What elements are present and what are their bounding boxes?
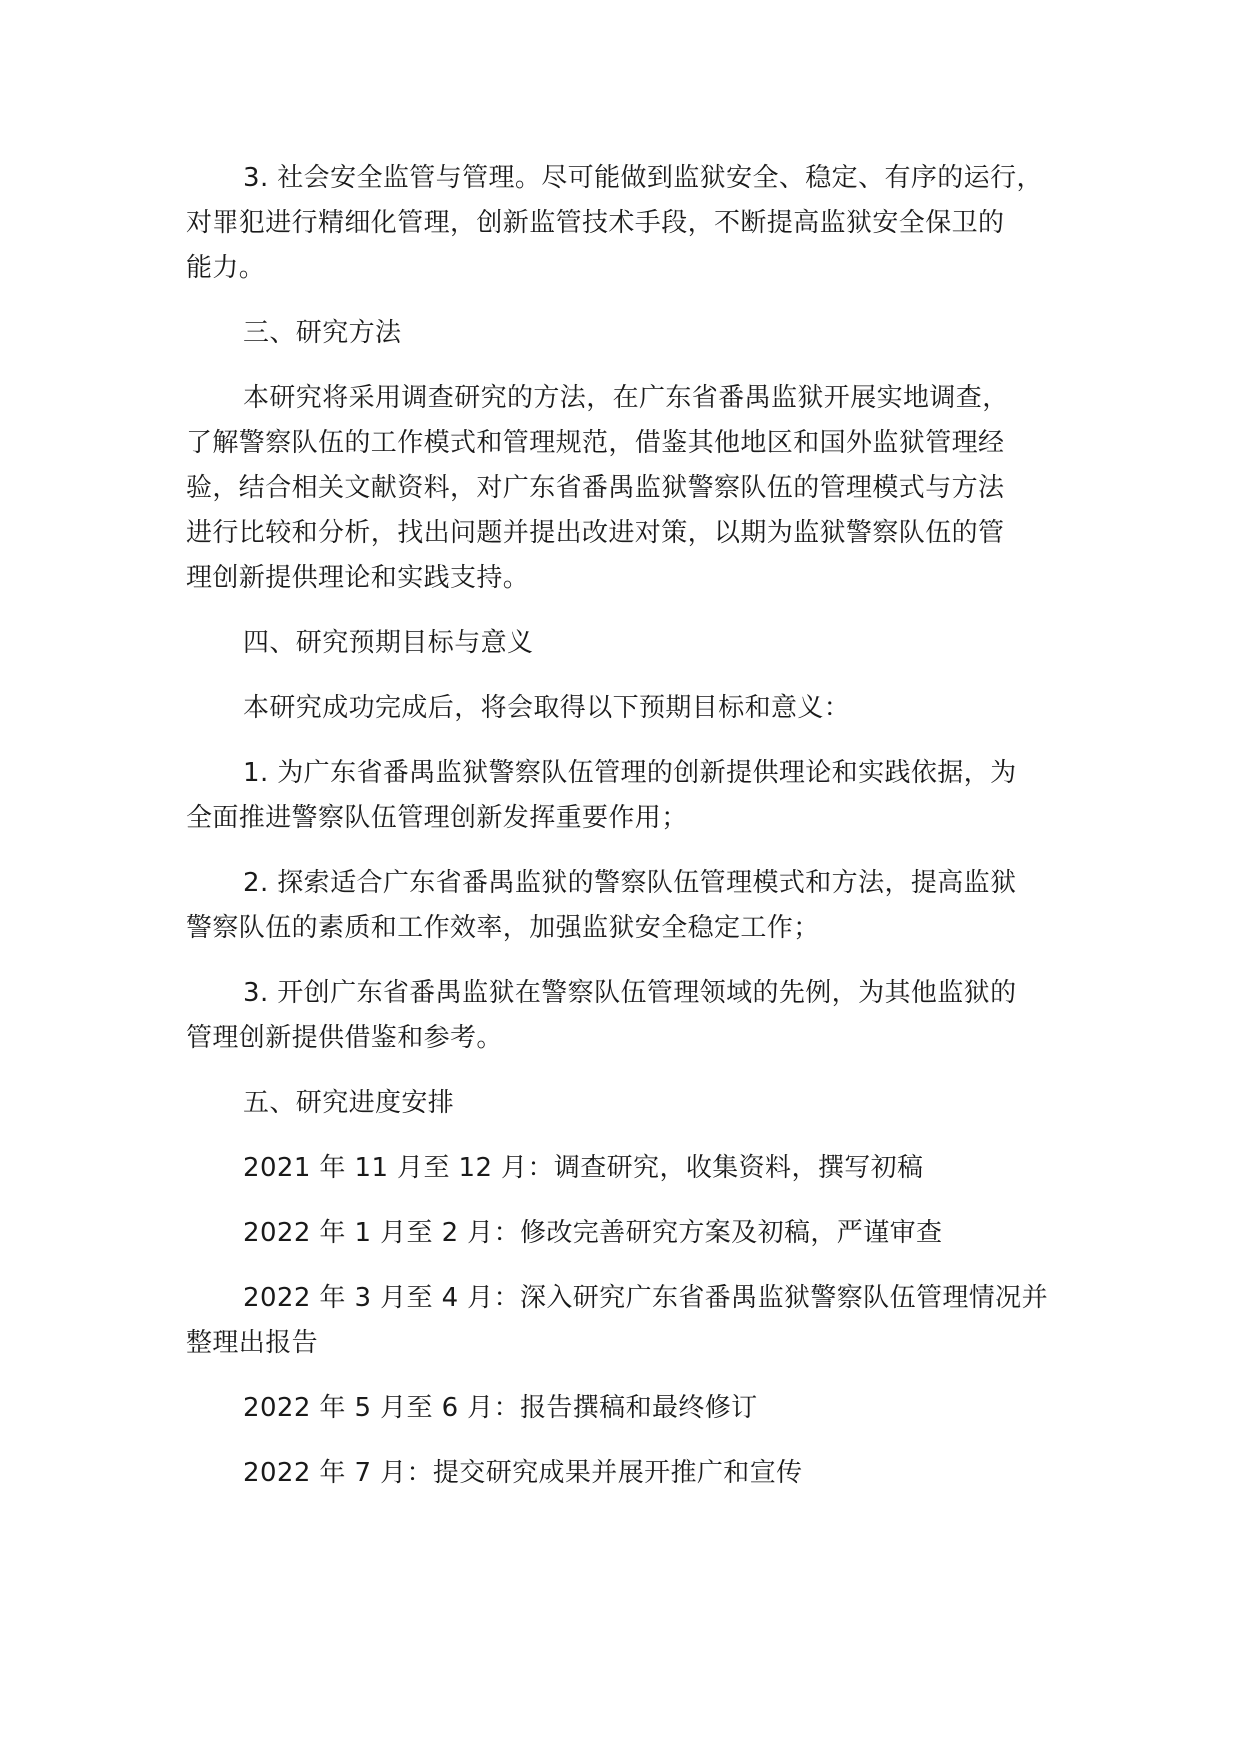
schedule-item-5: 2022 年 7 月：提交研究成果并展开推广和宣传 — [243, 1458, 803, 1488]
section-heading-method: 三、研究方法 — [243, 318, 402, 348]
list-item-goal-2 — [186, 861, 1086, 951]
paragraph-method — [186, 376, 1086, 601]
text-line: 本研究将采用调查研究的方法，在广东省番禺监狱开展实地调查， — [243, 383, 1009, 413]
paragraph-safety-management — [186, 156, 1086, 291]
text-line: 能力。 — [186, 253, 266, 283]
section-heading-goals: 四、研究预期目标与意义 — [243, 628, 534, 658]
list-item-goal-3 — [186, 971, 1086, 1061]
text-line: 2. 探索适合广东省番禺监狱的警察队伍管理模式和方法，提高监狱 — [243, 868, 1017, 898]
text-line: 2022 年 3 月至 4 月：深入研究广东省番禺监狱警察队伍管理情况并 — [243, 1283, 1048, 1313]
text-line: 了解警察队伍的工作模式和管理规范，借鉴其他地区和国外监狱管理经 — [186, 428, 1005, 458]
text-line: 管理创新提供借鉴和参考。 — [186, 1023, 503, 1053]
schedule-item-2: 2022 年 1 月至 2 月：修改完善研究方案及初稿，严谨审查 — [243, 1218, 943, 1248]
text-line: 对罪犯进行精细化管理，创新监管技术手段，不断提高监狱安全保卫的 — [186, 208, 1005, 238]
list-item-goal-1 — [186, 751, 1086, 841]
text-line: 进行比较和分析，找出问题并提出改进对策，以期为监狱警察队伍的管 — [186, 518, 1005, 548]
section-heading-schedule: 五、研究进度安排 — [243, 1088, 455, 1118]
schedule-item-1: 2021 年 11 月至 12 月：调查研究，收集资料，撰写初稿 — [243, 1153, 924, 1183]
text-line: 整理出报告 — [186, 1328, 319, 1358]
schedule-item-4: 2022 年 5 月至 6 月：报告撰稿和最终修订 — [243, 1393, 758, 1423]
schedule-item-3 — [186, 1276, 1086, 1366]
document-body — [186, 156, 1086, 1516]
paragraph-goals-intro: 本研究成功完成后，将会取得以下预期目标和意义： — [243, 693, 851, 723]
text-line: 理创新提供理论和实践支持。 — [186, 563, 530, 593]
text-line: 警察队伍的素质和工作效率，加强监狱安全稳定工作； — [186, 913, 820, 943]
text-line: 3. 社会安全监管与管理。尽可能做到监狱安全、稳定、有序的运行， — [243, 163, 1043, 193]
text-line: 全面推进警察队伍管理创新发挥重要作用； — [186, 803, 688, 833]
text-line: 1. 为广东省番禺监狱警察队伍管理的创新提供理论和实践依据，为 — [243, 758, 1017, 788]
text-line: 3. 开创广东省番禺监狱在警察队伍管理领域的先例，为其他监狱的 — [243, 978, 1017, 1008]
text-line: 验，结合相关文献资料，对广东省番禺监狱警察队伍的管理模式与方法 — [186, 473, 1005, 503]
